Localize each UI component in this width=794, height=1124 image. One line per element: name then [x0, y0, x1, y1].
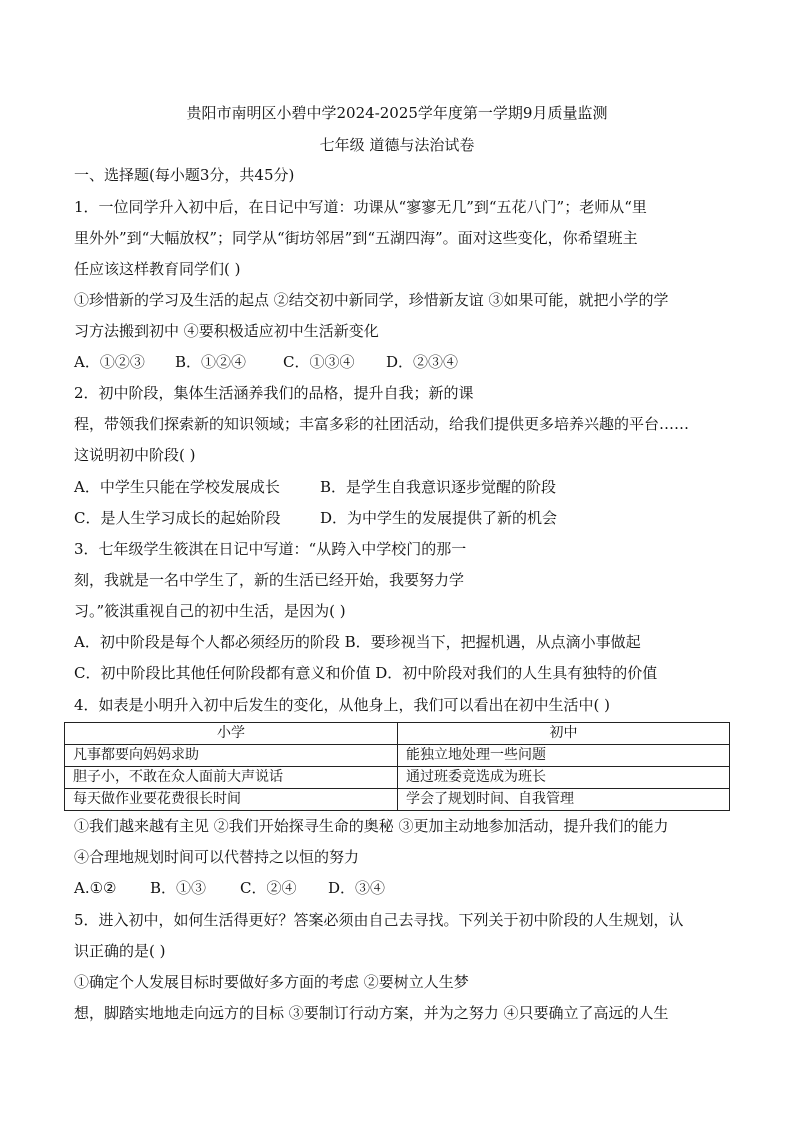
q2-stem-line: 程，带领我们探索新的知识领域；丰富多彩的社团活动，给我们提供更多培养兴趣的平台…… — [74, 415, 690, 433]
table-cell: 通过班委竞选成为班长 — [398, 767, 730, 789]
table-cell: 胆子小，不敢在众人面前大声说话 — [65, 767, 398, 789]
q1-option-c[interactable]: C．①③④ — [283, 353, 355, 371]
q1-stem-line: 任应该这样教育同学们( ) — [74, 260, 241, 278]
q1-option-d[interactable]: D．②③④ — [386, 353, 459, 371]
table-cell: 学会了规划时间、自我管理 — [398, 789, 730, 811]
q2-option-a[interactable]: A．中学生只能在学校发展成长 — [74, 478, 280, 496]
q1-statement-line: 习方法搬到初中 ④要积极适应初中生活新变化 — [74, 322, 379, 340]
exam-subtitle: 七年级 道德与法治试卷 — [319, 136, 475, 154]
table-cell: 能独立地处理一些问题 — [398, 745, 730, 767]
table-header-junior: 初中 — [398, 723, 730, 745]
q4-statement-line: ①我们越来越有主见 ②我们开始探寻生命的奥秘 ③更加主动地参加活动，提升我们的能力 — [74, 817, 669, 835]
comparison-table — [64, 722, 730, 811]
table-row — [65, 767, 730, 789]
q2-stem-line: 这说明初中阶段( ) — [74, 446, 196, 464]
q5-statement-line: ①确定个人发展目标时要做好多方面的考虑 ②要树立人生梦 — [74, 973, 469, 991]
exam-title: 贵阳市南明区小碧中学2024-2025学年度第一学期9月质量监测 — [186, 104, 608, 122]
q2-option-c[interactable]: C．是人生学习成长的起始阶段 — [74, 509, 281, 527]
section-heading: 一、选择题(每小题3分，共45分) — [74, 166, 295, 184]
q4-option-d[interactable]: D．③④ — [328, 879, 386, 897]
q1-option-a[interactable]: A．①②③ — [74, 353, 145, 371]
q5-stem-line: 5．进入初中，如何生活得更好？答案必须由自己去寻找。下列关于初中阶段的人生规划，认 — [74, 911, 684, 929]
q4-stem-line: 4．如表是小明升入初中后发生的变化，从他身上，我们可以看出在初中生活中( ) — [74, 696, 611, 714]
table-cell: 凡事都要向妈妈求助 — [65, 745, 398, 767]
table-header-primary: 小学 — [65, 723, 398, 745]
table-row — [65, 745, 730, 767]
q2-stem-line: 2．初中阶段，集体生活涵养我们的品格，提升自我；新的课 — [74, 384, 474, 402]
q2-option-b[interactable]: B．是学生自我意识逐步觉醒的阶段 — [320, 478, 557, 496]
q5-stem-line: 识正确的是( ) — [74, 942, 166, 960]
q1-statement-line: ①珍惜新的学习及生活的起点 ②结交初中新同学，珍惜新友谊 ③如果可能，就把小学的学 — [74, 291, 669, 309]
q3-option-line[interactable]: A．初中阶段是每个人都必须经历的阶段 B．要珍视当下，把握机遇，从点滴小事做起 — [74, 633, 641, 651]
q3-stem-line: 3．七年级学生筱淇在日记中写道：“从跨入中学校门的那一 — [74, 540, 467, 558]
table-row — [65, 789, 730, 811]
table-header-row — [65, 723, 730, 745]
q3-stem-line: 刻，我就是一名中学生了，新的生活已经开始，我要努力学 — [74, 571, 465, 589]
q3-stem-line: 习。”筱淇重视自己的初中生活，是因为( ) — [74, 602, 346, 620]
q2-option-d[interactable]: D．为中学生的发展提供了新的机会 — [320, 509, 558, 527]
q4-option-c[interactable]: C．②④ — [240, 879, 297, 897]
q1-option-b[interactable]: B．①②④ — [175, 353, 247, 371]
q4-statement-line: ④合理地规划时间可以代替持之以恒的努力 — [74, 848, 360, 866]
table-cell: 每天做作业要花费很长时间 — [65, 789, 398, 811]
q1-stem-line: 1．一位同学升入初中后，在日记中写道：功课从“寥寥无几”到“五花八门”；老师从“里 — [74, 198, 647, 216]
q1-stem-line: 里外外”到“大幅放权”；同学从“街坊邻居”到“五湖四海”。面对这些变化，你希望班主 — [74, 229, 638, 247]
q4-option-b[interactable]: B．①③ — [150, 879, 207, 897]
q3-option-line[interactable]: C．初中阶段比其他任何阶段都有意义和价值 D．初中阶段对我们的人生具有独特的价值 — [74, 664, 658, 682]
q5-statement-line: 想，脚踏实地地走向远方的目标 ③要制订行动方案，并为之努力 ④只要确立了高远的人生 — [74, 1004, 669, 1022]
q4-option-a[interactable]: A.①② — [74, 879, 117, 897]
